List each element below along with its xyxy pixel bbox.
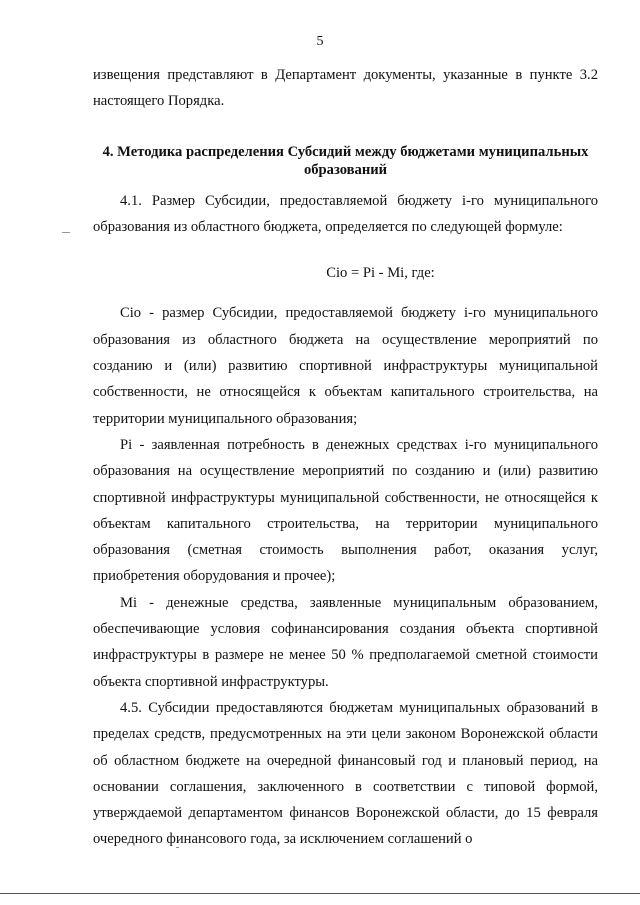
page-number: 5 xyxy=(316,34,324,49)
margin-mark xyxy=(62,232,70,233)
formula-line xyxy=(93,260,598,286)
scan-mark xyxy=(176,847,179,848)
paragraph-4-5: 4.5. Субсидии предоставляются бюджетам муниципальных образований в пределах средств, предусмотренных на эти цели законом Воронежской области об областном бюджете на очередной финансовый год и плановый период, на основании соглашения, заключенного в соответствии с типовой формой, утверждаемой департаментом финансов Воронежской области, до 15 февраля очередного финансового года, за исключением соглашений о xyxy=(93,699,598,848)
paragraph-4-1: 4.1. Размер Субсидии, предоставляемой бюджету i-го муниципального образования из областного бюджета, определяется по следующей формуле: xyxy=(93,192,598,235)
definition-mi: Mi - денежные средства, заявленные муниципальным образованием, обеспечивающие условия софинансирования создания объекта спортивной инфраструктуры в размере не менее 50 % предполагаемой сметной стоимости объекта спортивной инфраструктуры. xyxy=(93,594,598,690)
intro-continuation-paragraph: извещения представляют в Департамент документы, указанные в пункте 3.2 настоящего Порядка. xyxy=(93,67,598,110)
definition-cio: Сio - размер Субсидии, предоставляемой бюджету i-го муниципального образования из областного бюджета на осуществление мероприятий по созданию и (или) развитию спортивной инфраструктуры муниципальной собственности, не относящейся к объектам капитального строительства, на территории муниципального образования; xyxy=(93,305,598,427)
section-heading: 4. Методика распределения Субсидий между бюджетами муниципальных образований xyxy=(102,143,589,179)
formula-text: Сio = Pi - Mi, где: xyxy=(326,265,435,282)
definition-pi: Pi - заявленная потребность в денежных средствах i-го муниципального образования на осуществление мероприятий по созданию и (или) развитию спортивной инфраструктуры муниципальной собственности, не относящейся к объектам капитального строительства, на территории муниципального образования (сметная стоимость выполнения работ, оказания услуг, приобретения оборудования и прочее); xyxy=(93,436,598,585)
document-body xyxy=(93,62,598,853)
footer-rule xyxy=(0,893,640,894)
